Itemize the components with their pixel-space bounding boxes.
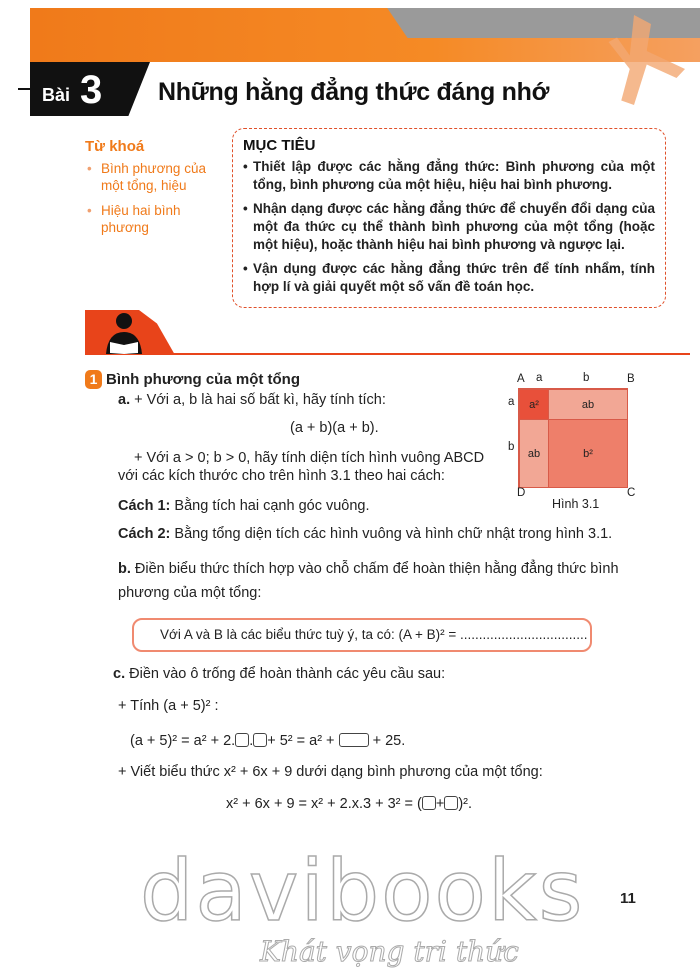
side-label: a bbox=[536, 372, 543, 384]
text: Điền vào ô trống để hoàn thành các yêu cầu sau: bbox=[129, 666, 446, 682]
section-number-badge: 1 bbox=[85, 370, 102, 389]
text: + Với a > 0; b > 0, hãy tính diện tích hình vuông ABCD với các kích thước cho trên hình 3.1 theo hai cách: bbox=[118, 450, 485, 484]
side-label: b bbox=[583, 372, 590, 384]
cell-ab: ab bbox=[519, 419, 549, 488]
part-b-label: b. bbox=[118, 561, 131, 577]
text: + Với a, b là hai số bất kì, hãy tính tích: bbox=[134, 392, 386, 408]
divider bbox=[85, 353, 690, 355]
formula: )². bbox=[458, 796, 472, 812]
objectives-heading: MỤC TIÊU bbox=[243, 137, 316, 154]
cell-ab: ab bbox=[548, 389, 628, 420]
formula: + bbox=[435, 796, 445, 812]
method-label: Cách 1: bbox=[118, 498, 171, 514]
objective-item: • Thiết lập được các hằng đẳng thức: Bình phương của một tổng, bình phương của một hiệu, hiệu hai bình phương. bbox=[243, 158, 655, 194]
objective-item: • Nhận dạng được các hằng đẳng thức để chuyển đổi dạng của một đa thức cụ thể thành bình phương của một tổng (hoặc một hiệu), hoặc thành hiệu hai bình phương và ngược lại. bbox=[243, 200, 655, 254]
vertex-label: A bbox=[517, 373, 525, 385]
text: Bằng tổng diện tích các hình vuông và hình chữ nhật trong hình 3.1. bbox=[174, 526, 613, 542]
formula: (a + 5)² = a² + 2. bbox=[130, 733, 236, 749]
keyword-item: • Hiệu hai bình phương bbox=[85, 202, 215, 236]
vertex-label: D bbox=[517, 487, 526, 499]
page-title: Những hằng đẳng thức đáng nhớ bbox=[158, 78, 550, 106]
section-title: Bình phương của một tổng bbox=[106, 371, 300, 388]
page-number: 11 bbox=[620, 890, 636, 907]
blank-box[interactable] bbox=[253, 733, 267, 747]
text: + Tính (a + 5)² : bbox=[118, 698, 219, 714]
figure-caption: Hình 3.1 bbox=[552, 497, 600, 511]
cell-b2: b² bbox=[548, 419, 628, 488]
blank-box[interactable] bbox=[422, 796, 436, 810]
blank-box[interactable] bbox=[235, 733, 249, 747]
objectives-box bbox=[232, 128, 666, 308]
formula: x² + 6x + 9 = x² + 2.x.3 + 3² = ( bbox=[226, 796, 422, 812]
cell-a2: a² bbox=[519, 389, 549, 420]
text: Điền biểu thức thích hợp vào chỗ chấm để hoàn thiện hằng đẳng thức bình phương của một tổng: bbox=[118, 561, 619, 601]
vertex-label: B bbox=[627, 373, 635, 385]
identity-box: Với A và B là các biểu thức tuỳ ý, ta có: (A + B)² = .................................. bbox=[132, 618, 592, 652]
watermark-brand: davibooks bbox=[140, 842, 585, 940]
keywords-heading: Từ khoá bbox=[85, 138, 145, 155]
formula: (a + b)(a + b). bbox=[290, 420, 379, 436]
side-label: b bbox=[508, 441, 515, 453]
formula: . bbox=[249, 733, 254, 749]
objective-item: • Vận dụng được các hằng đẳng thức trên để tính nhẩm, tính hợp lí và giải quyết một số vấn đề toán học. bbox=[243, 260, 655, 296]
method-label: Cách 2: bbox=[118, 526, 171, 542]
blank-box[interactable] bbox=[339, 733, 369, 747]
vertex-label: C bbox=[627, 487, 636, 499]
formula: + 25. bbox=[372, 733, 406, 749]
figure-square-abcd bbox=[518, 388, 628, 488]
blank-box[interactable] bbox=[444, 796, 458, 810]
keyword-item: • Bình phương của một tổng, hiệu bbox=[85, 160, 215, 194]
side-label: a bbox=[508, 396, 515, 408]
part-c-label: c. bbox=[113, 666, 126, 682]
watermark-slogan: Khát vọng tri thức bbox=[260, 935, 519, 968]
formula: + 5² = a² + bbox=[267, 733, 335, 749]
text: Bằng tích hai cạnh góc vuông. bbox=[174, 498, 370, 514]
part-a-label: a. bbox=[118, 392, 131, 408]
lesson-number: 3 bbox=[80, 68, 103, 112]
divider bbox=[18, 88, 32, 90]
lesson-label: Bài bbox=[42, 85, 71, 105]
text: + Viết biểu thức x² + 6x + 9 dưới dạng bình phương của một tổng: bbox=[118, 764, 543, 780]
reading-person-icon bbox=[100, 312, 150, 354]
